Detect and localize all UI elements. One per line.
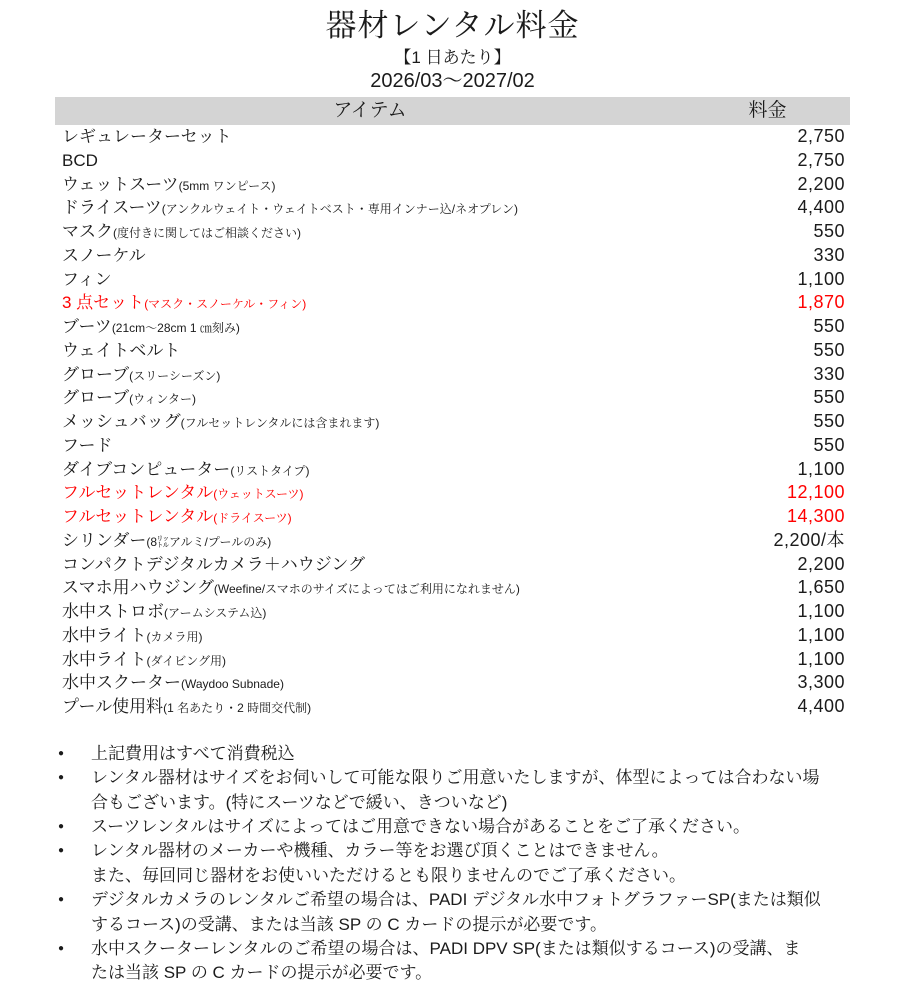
- item-detail: (スリーシーズン): [129, 368, 221, 383]
- table-row: [55, 695, 850, 719]
- item-cell: [55, 600, 680, 624]
- table-row: [55, 624, 850, 648]
- table-row: [55, 339, 850, 363]
- note-text: レンタル器材はサイズをお伺いして可能な限りご用意いたしますが、体型によっては合わない場: [91, 768, 820, 788]
- item-price: 14,300: [786, 506, 845, 526]
- price-cell: [680, 576, 850, 600]
- item-detail: (ウィンター): [129, 392, 196, 407]
- item-cell: [55, 173, 680, 197]
- item-name: フード: [62, 435, 113, 455]
- table-row: [55, 291, 850, 315]
- item-name: ダイブコンピューター: [62, 459, 231, 479]
- item-price: 4,400: [797, 696, 845, 716]
- item-cell: [55, 576, 680, 600]
- item-cell: [55, 434, 680, 458]
- item-detail: (Weefine/スマホのサイズによってはご利用になれません): [213, 582, 520, 597]
- item-cell: [55, 553, 680, 577]
- price-cell: [680, 149, 850, 173]
- item-cell: [55, 149, 680, 173]
- note-text: するコース)の受講、または当該 SP の C カードの提示が必要です。: [91, 914, 607, 934]
- item-name: メッシュバッグ: [62, 412, 181, 431]
- price-cell: [680, 410, 850, 434]
- bullet-icon: ●: [58, 747, 65, 759]
- price-cell: [680, 196, 850, 220]
- item-cell: [55, 624, 680, 648]
- table-row: [55, 125, 850, 149]
- note-text: スーツレンタルはサイズによってはご用意できない場合があることをご了承ください。: [91, 816, 751, 836]
- bullet-spacer: [58, 913, 91, 937]
- item-price: 12,100: [786, 482, 845, 503]
- note-text: たは当該 SP の C カードの提示が必要です。: [91, 963, 433, 983]
- price-cell: [680, 220, 850, 244]
- note-text: 水中スクーターレンタルのご希望の場合は、PADI DPV SP(または類似するコース)の受講、ま: [91, 939, 801, 958]
- item-detail: (度付きに関してはご相談ください): [113, 226, 301, 240]
- bullet-icon: ●: [58, 894, 65, 906]
- bullet-spacer: [58, 961, 91, 985]
- item-name: フルセットレンタル: [62, 483, 214, 503]
- item-cell: [55, 529, 680, 553]
- item-detail: (ダイビング用): [146, 653, 227, 668]
- note-item: [58, 766, 865, 815]
- item-price: 1,100: [797, 648, 845, 669]
- item-cell: [55, 481, 680, 505]
- item-detail: (アンクルウェイト・ウェイトベスト・専用インナー込/ネオプレン): [161, 202, 518, 217]
- page-title: 器材レンタル料金: [325, 8, 580, 43]
- price-cell: [680, 624, 850, 648]
- item-name: マスク: [62, 222, 113, 241]
- price-cell: [680, 481, 850, 505]
- item-detail: (Waydoo Subnade): [181, 677, 284, 692]
- item-name: 水中スクーター: [62, 673, 181, 693]
- item-name: グローブ: [62, 364, 130, 384]
- item-name: コンパクトデジタルカメラ＋ハウジング: [62, 554, 366, 574]
- table-row: [55, 386, 850, 410]
- note-line: [58, 791, 865, 815]
- note-line: [58, 742, 865, 766]
- note-text: 上記費用はすべて消費税込: [91, 743, 295, 763]
- note-text: また、毎回同じ器材をお使いいただけるとも限りませんのでご了承ください。: [91, 865, 686, 885]
- item-price: 550: [813, 411, 845, 431]
- table-row: [55, 196, 850, 220]
- item-price: 1,100: [797, 624, 845, 645]
- table-header-row: [55, 97, 850, 125]
- price-cell: [680, 600, 850, 624]
- note-line: [58, 864, 865, 888]
- page-subtitle: 【1 日あたり】: [394, 48, 511, 67]
- item-price: 550: [813, 339, 845, 360]
- item-name: 水中ストロボ: [62, 602, 164, 621]
- item-detail: (ドライスーツ): [213, 511, 292, 525]
- note-line: [58, 961, 865, 985]
- price-cell: [680, 671, 850, 695]
- price-cell: [680, 648, 850, 672]
- item-cell: [55, 220, 680, 244]
- column-header-item: アイテム: [333, 100, 407, 121]
- item-name: プール使用料: [62, 697, 164, 716]
- item-price: 1,870: [797, 292, 845, 313]
- item-name: ウェットスーツ: [62, 174, 179, 194]
- item-price: 550: [813, 387, 845, 408]
- notes-list: [58, 742, 865, 986]
- item-name: レギュレーターセット: [62, 127, 232, 146]
- item-detail: (ウェットスーツ): [213, 487, 304, 502]
- item-name: 3 点セット: [62, 293, 145, 313]
- note-item: [58, 839, 865, 888]
- item-price: 2,200/本: [773, 529, 845, 550]
- note-line: [58, 815, 865, 839]
- item-cell: [55, 315, 680, 339]
- table-row: [55, 434, 850, 458]
- note-item: [58, 742, 865, 766]
- price-cell: [680, 363, 850, 387]
- price-cell: [680, 125, 850, 149]
- table-row: [55, 173, 850, 197]
- item-detail: (リストタイプ): [230, 463, 310, 478]
- item-detail: (8㍑アルミ/プールのみ): [146, 534, 272, 549]
- item-price: 2,750: [797, 126, 845, 146]
- item-price: 2,200: [797, 553, 845, 574]
- document-header: [0, 0, 905, 93]
- table-body: [55, 125, 850, 719]
- item-name: スノーケル: [62, 245, 146, 265]
- bullet-spacer: [58, 864, 91, 888]
- table-row: [55, 315, 850, 339]
- price-cell: [680, 315, 850, 339]
- rental-price-table: [55, 97, 850, 719]
- table-row: [55, 220, 850, 244]
- item-detail: (フルセットレンタルには含まれます): [180, 416, 380, 430]
- table-row: [55, 671, 850, 695]
- item-name: フィン: [62, 269, 112, 289]
- item-price: 2,750: [797, 149, 845, 170]
- note-line: [58, 888, 865, 912]
- price-cell: [680, 339, 850, 363]
- item-price: 1,100: [797, 601, 845, 621]
- bullet-icon: ●: [58, 820, 65, 832]
- price-cell: [680, 553, 850, 577]
- table-row: [55, 529, 850, 553]
- item-cell: [55, 268, 680, 292]
- item-name: スマホ用ハウジング: [62, 578, 214, 598]
- note-item: [58, 888, 865, 937]
- item-name: BCD: [62, 150, 98, 170]
- bullet-icon: ●: [58, 772, 65, 784]
- column-header-price: 料金: [748, 100, 787, 121]
- bullet-icon: ●: [58, 845, 65, 857]
- bullet-spacer: [58, 791, 91, 815]
- item-price: 1,650: [797, 577, 845, 598]
- item-name: ブーツ: [62, 317, 112, 336]
- price-cell: [680, 268, 850, 292]
- table-row: [55, 244, 850, 268]
- item-name: 水中ライト: [62, 625, 147, 645]
- item-price: 330: [813, 363, 845, 384]
- item-cell: [55, 363, 680, 387]
- item-price: 550: [813, 221, 845, 241]
- table-row: [55, 458, 850, 482]
- item-price: 1,100: [797, 268, 845, 289]
- price-cell: [680, 505, 850, 529]
- item-name: シリンダー: [62, 530, 147, 550]
- note-item: [58, 937, 865, 986]
- item-cell: [55, 196, 680, 220]
- item-price: 2,200: [797, 173, 845, 194]
- note-text: デジタルカメラのレンタルご希望の場合は、PADI デジタル水中フォトグラファーSP(または類似: [91, 890, 821, 910]
- note-line: [58, 913, 865, 937]
- item-detail: (マスク・スノーケル・フィン): [144, 297, 307, 312]
- item-price: 1,100: [797, 458, 845, 479]
- note-item: [58, 815, 865, 839]
- table-row: [55, 600, 850, 624]
- note-line: [58, 937, 865, 961]
- item-cell: [55, 671, 680, 695]
- item-detail: (アームシステム込): [164, 606, 267, 620]
- price-cell: [680, 244, 850, 268]
- note-text: 合もございます。(特にスーツなどで緩い、きついなど): [91, 792, 508, 812]
- item-detail: (21cm～28cm 1 ㎝刻み): [111, 321, 240, 335]
- item-cell: [55, 505, 680, 529]
- price-cell: [680, 173, 850, 197]
- item-name: 水中ライト: [62, 649, 147, 669]
- price-cell: [680, 291, 850, 315]
- price-cell: [680, 434, 850, 458]
- bullet-icon: ●: [58, 943, 65, 954]
- table-row: [55, 505, 850, 529]
- item-cell: [55, 125, 680, 149]
- item-cell: [55, 648, 680, 672]
- price-cell: [680, 529, 850, 553]
- table-row: [55, 149, 850, 173]
- table-row: [55, 481, 850, 505]
- item-cell: [55, 339, 680, 363]
- note-line: [58, 839, 865, 863]
- item-price: 550: [813, 434, 845, 455]
- price-cell: [680, 695, 850, 719]
- table-row: [55, 648, 850, 672]
- note-text: レンタル器材のメーカーや機種、カラー等をお選び頂くことはできません。: [91, 841, 669, 861]
- item-cell: [55, 458, 680, 482]
- table-row: [55, 363, 850, 387]
- table-row: [55, 268, 850, 292]
- item-cell: [55, 291, 680, 315]
- item-cell: [55, 244, 680, 268]
- item-name: ウェイトベルト: [62, 340, 181, 360]
- table-row: [55, 576, 850, 600]
- item-cell: [55, 410, 680, 434]
- item-detail: (5mm ワンピース): [178, 178, 276, 193]
- table-row: [55, 553, 850, 577]
- item-detail: (1 名あたり・2 時間交代制): [163, 701, 312, 715]
- item-name: ドライスーツ: [62, 198, 162, 218]
- item-price: 550: [813, 316, 845, 336]
- item-price: 3,300: [797, 672, 845, 693]
- item-name: グローブ: [62, 388, 130, 408]
- item-cell: [55, 386, 680, 410]
- item-detail: (カメラ用): [146, 629, 203, 644]
- item-price: 330: [813, 244, 845, 265]
- item-cell: [55, 695, 680, 719]
- item-price: 4,400: [797, 197, 845, 218]
- price-cell: [680, 386, 850, 410]
- note-line: [58, 766, 865, 790]
- item-name: フルセットレンタル: [62, 507, 214, 526]
- table-row: [55, 410, 850, 434]
- validity-period: 2026/03～2027/02: [370, 70, 535, 92]
- price-cell: [680, 458, 850, 482]
